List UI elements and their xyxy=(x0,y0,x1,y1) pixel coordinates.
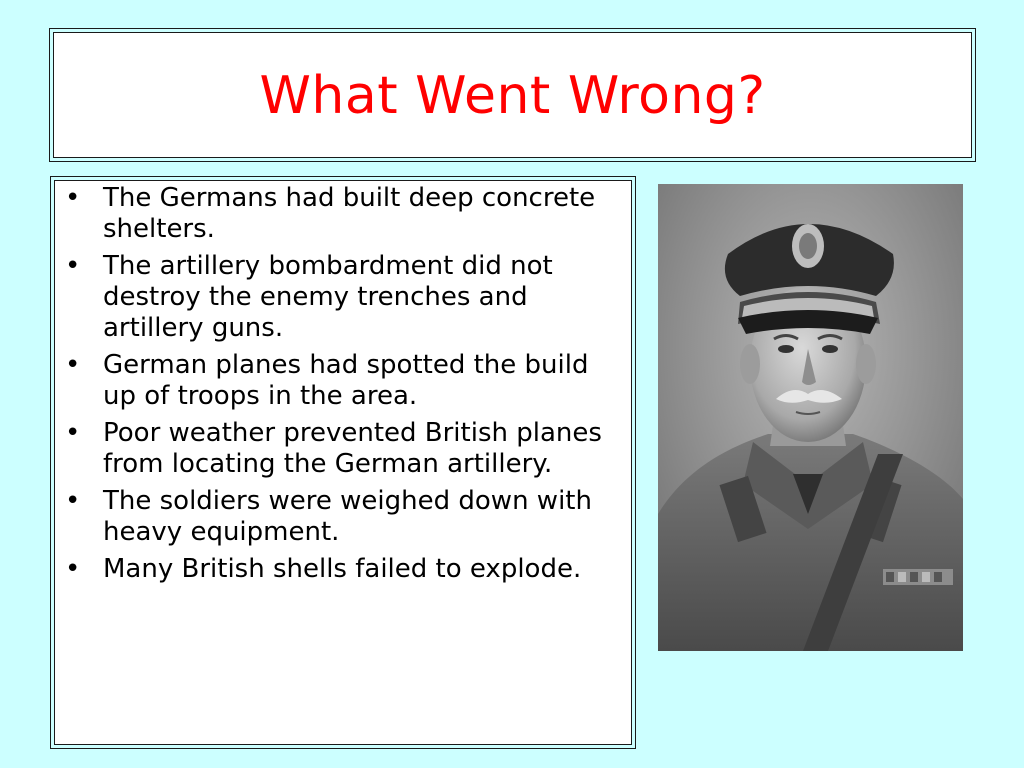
portrait-photo-icon xyxy=(658,184,963,651)
bullet-item xyxy=(63,251,623,344)
bullet-dot: • xyxy=(65,554,81,584)
bullet-text: The artillery bombardment did not destroy the enemy trenches and artillery guns. xyxy=(103,251,553,343)
bullet-list xyxy=(63,183,623,591)
bullet-panel xyxy=(54,180,632,745)
bullet-text: The Germans had built deep concrete shelters. xyxy=(103,183,596,244)
bullet-text: The soldiers were weighed down with heavy equipment. xyxy=(103,486,592,547)
portrait-photo xyxy=(658,184,963,651)
bullet-item xyxy=(63,183,623,245)
bullet-item xyxy=(63,554,623,585)
bullet-dot: • xyxy=(65,486,81,516)
bullet-item xyxy=(63,486,623,548)
bullet-dot: • xyxy=(65,251,81,281)
bullet-dot: • xyxy=(65,350,81,380)
bullet-item xyxy=(63,350,623,412)
bullet-text: Poor weather prevented British planes from locating the German artillery. xyxy=(103,418,602,479)
title-box xyxy=(53,32,972,158)
bullet-text: German planes had spotted the build up of troops in the area. xyxy=(103,350,589,411)
bullet-dot: • xyxy=(65,418,81,448)
slide-title: What Went Wrong? xyxy=(259,66,766,126)
bullet-text: Many British shells failed to explode. xyxy=(103,554,582,584)
bullet-dot: • xyxy=(65,183,81,213)
bullet-item xyxy=(63,418,623,480)
